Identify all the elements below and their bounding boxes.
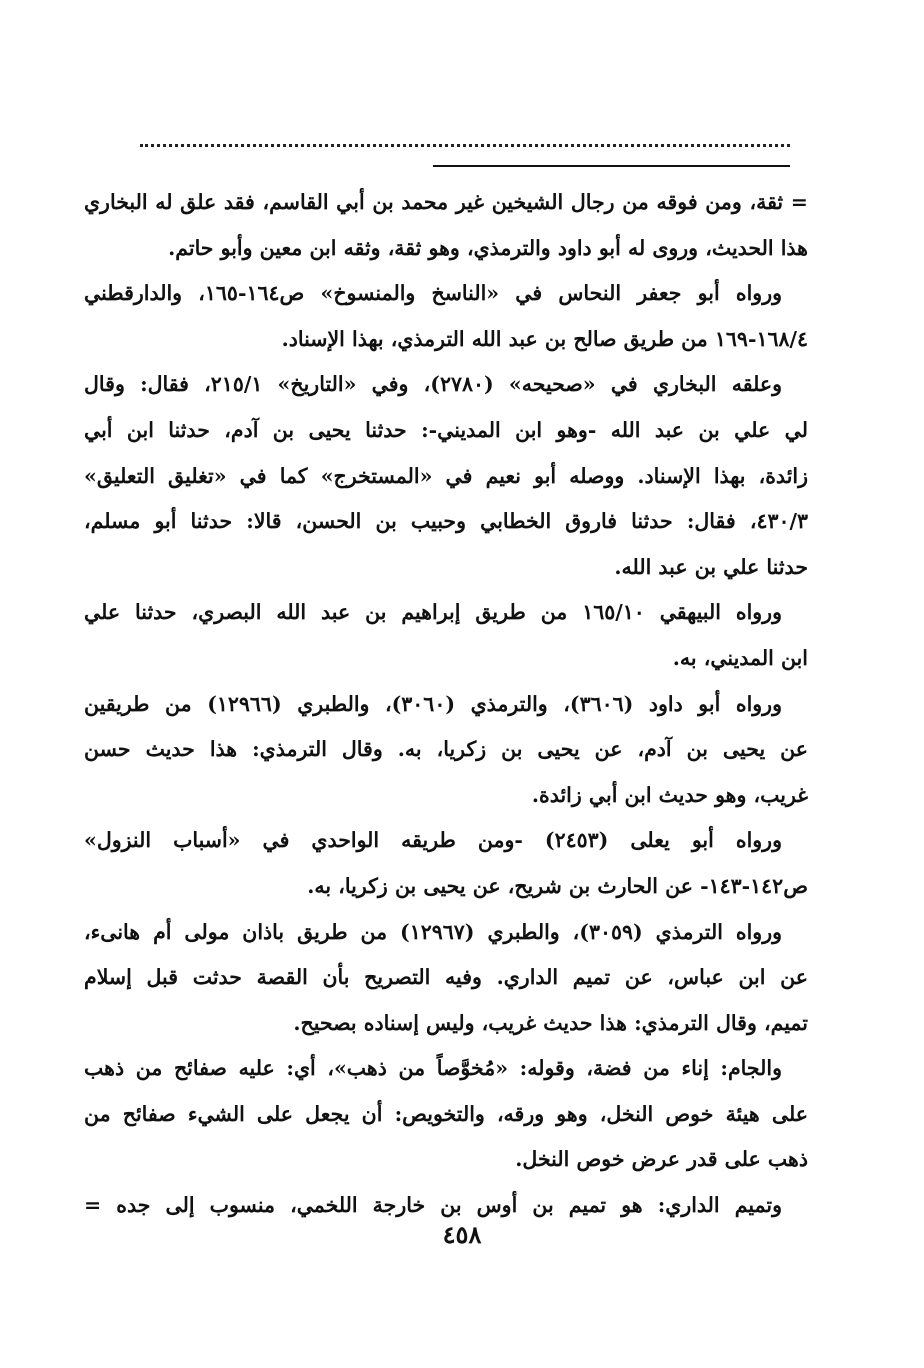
text-line: وعلقه البخاري في «صحيحه» (٢٧٨٠)، وفي «التاريخ» ٢١٥/١، فقال: وقال [84, 372, 783, 397]
text-line: ورواه أبو جعفر النحاس في «الناسخ والمنسوخ» ص١٦٤-١٦٥، والدارقطني [84, 281, 782, 306]
page-number: ٤٥٨ [442, 1220, 482, 1249]
text-line: ٤٣٠/٣، فقال: حدثنا فاروق الخطابي وحبيب بن الحسن، قالا: حدثنا أبو مسلم، [84, 509, 808, 534]
text-line: تميم، وقال الترمذي: هذا حديث غريب، وليس إسناده بصحيح. [293, 1010, 808, 1035]
text-line: ابن المديني، به. [672, 645, 808, 670]
text-line: وتميم الداري: هو تميم بن أوس بن خارجة اللخمي، منسوب إلى جده = [84, 1193, 782, 1218]
text-line: على هيئة خوص النخل، وهو ورقه، والتخويص: أن يجعل على الشيء صفائح من [84, 1101, 808, 1126]
text-line: غريب، وهو حديث ابن أبي زائدة. [531, 782, 808, 807]
text-line: لي علي بن عبد الله -وهو ابن المديني-: حدثنا يحيى بن آدم، حدثنا ابن أبي [84, 417, 808, 442]
text-line: ورواه أبو يعلى (٢٤٥٣) -ومن طريقه الواحدي في «أسباب النزول» [84, 828, 782, 853]
text-line: ١٦٨/٤-١٦٩ من طريق صالح بن عبد الله الترمذي، بهذا الإسناد. [281, 326, 808, 351]
text-line: هذا الحديث، وروى له أبو داود والترمذي، وهو ثقة، وثقه ابن معين وأبو حاتم. [168, 235, 808, 260]
text-line: ص١٤٢-١٤٣- عن الحارث بن شريح، عن يحيى بن زكريا، به. [307, 873, 808, 898]
text-line: والجام: إناء من فضة، وقوله: «مُخوَّصاً من ذهب»، أي: عليه صفائح من ذهب [84, 1056, 782, 1081]
text-line: زائدة، بهذا الإسناد. ووصله أبو نعيم في «المستخرج» كما في «تغليق التعليق» [84, 463, 808, 488]
text-line: عن ابن عباس، عن تميم الداري. وفيه التصريح بأن القصة حدثت قبل إسلام [84, 965, 808, 990]
text-line: ورواه البيهقي ١٦٥/١٠ من طريق إبراهيم بن عبد الله البصري، حدثنا علي [84, 600, 782, 625]
footnote-rule [433, 165, 790, 167]
dotted-separator [140, 144, 790, 147]
text-line: ورواه الترمذي (٣٠٥٩)، والطبري (١٢٩٦٧) من طريق باذان مولى أم هانىء، [84, 919, 782, 944]
text-line: ورواه أبو داود (٣٦٠٦)، والترمذي (٣٠٦٠)، والطبري (١٢٩٦٦) من طريقين [84, 691, 782, 716]
text-line: عن يحيى بن آدم، عن يحيى بن زكريا، به. وقال الترمذي: هذا حديث حسن [84, 737, 808, 762]
text-line: حدثنا علي بن عبد الله. [614, 554, 808, 579]
text-line: ذهب على قدر عرض خوص النخل. [515, 1147, 808, 1172]
text-line: = ثقة، ومن فوقه من رجال الشيخين غير محمد بن أبي القاسم، فقد علق له البخاري [84, 190, 808, 214]
footnote-text-block [84, 180, 808, 1229]
